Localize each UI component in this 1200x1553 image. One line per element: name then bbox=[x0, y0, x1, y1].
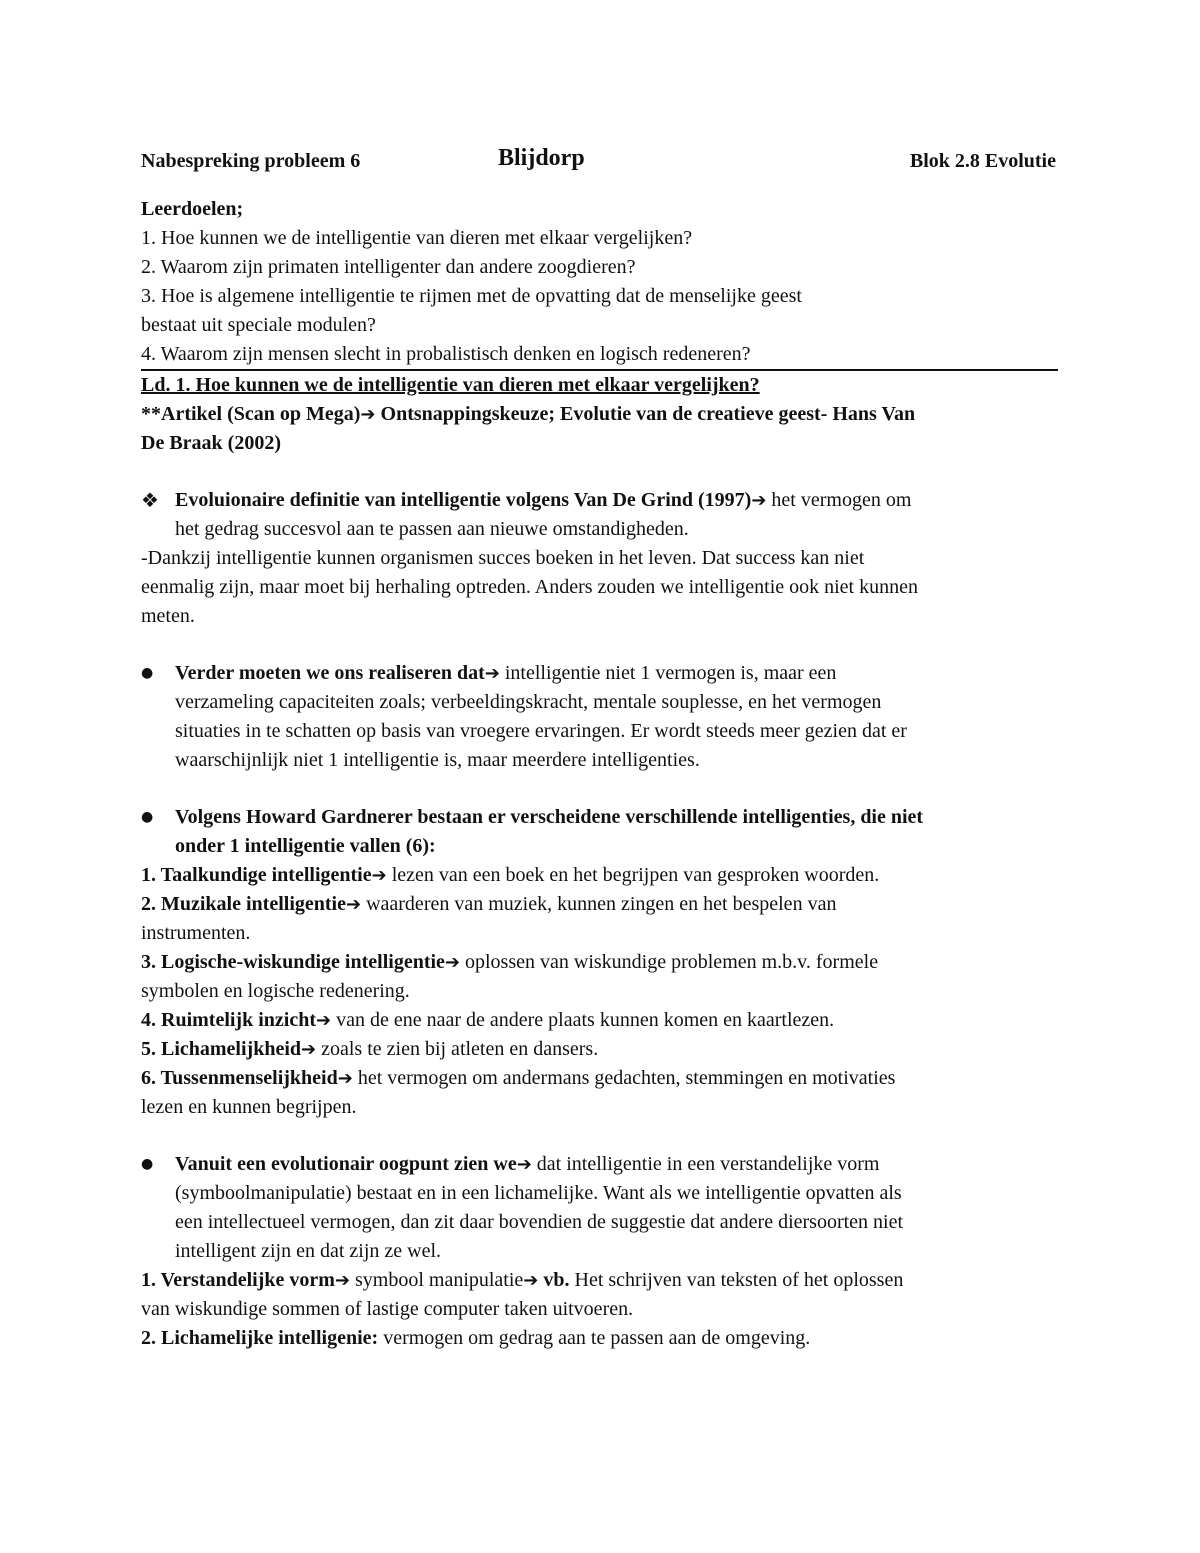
bullet-definitie: ❖ Evoluionaire definitie van intelligentie volgens Van De Grind (1997)➔ het vermogen om het gedrag succesvol aan te passen aan nieuwe omstandigheden. bbox=[141, 488, 912, 540]
list-item: 4. Ruimtelijk inzicht➔ van de ene naar de andere plaats kunnen komen en kaartlezen. bbox=[141, 1009, 835, 1031]
page-header bbox=[141, 145, 1058, 175]
leerdoel-item: 2. Waarom zijn primaten intelligenter dan andere zoogdieren? bbox=[141, 256, 636, 278]
arrow-icon: ➔ bbox=[316, 1010, 332, 1031]
list-item-cont: instrumenten. bbox=[141, 922, 251, 944]
leerdoel-item: 4. Waarom zijn mensen slecht in probalistisch denken en logisch redeneren? bbox=[141, 343, 751, 365]
arrow-icon: ➔ bbox=[334, 1270, 350, 1291]
artikel-reference-cont: De Braak (2002) bbox=[141, 432, 281, 454]
list-item: 2. Muzikale intelligentie➔ waarderen van muziek, kunnen zingen en het bespelen van bbox=[141, 893, 837, 915]
leerdoel-item: 3. Hoe is algemene intelligentie te rijmen met de opvatting dat de menselijke geest bbox=[141, 285, 802, 307]
bullet-dot-icon: ● bbox=[141, 809, 154, 825]
bullet-gardner: ● Volgens Howard Gardnerer bestaan er verscheidene verschillende intelligenties, die niet onder 1 intelligentie vallen (6): bbox=[141, 803, 1058, 861]
arrow-icon: ➔ bbox=[523, 1270, 539, 1291]
list-item: 3. Logische-wiskundige intelligentie➔ oplossen van wiskundige problemen m.b.v. formele bbox=[141, 951, 879, 973]
arrow-icon: ➔ bbox=[301, 1039, 317, 1060]
list-item-cont: symbolen en logische redenering. bbox=[141, 980, 410, 1002]
list-item: 5. Lichamelijkheid➔ zoals te zien bij atleten en dansers. bbox=[141, 1038, 599, 1060]
leerdoel-item: bestaat uit speciale modulen? bbox=[141, 314, 376, 336]
gardner-list bbox=[141, 861, 1058, 1122]
leerdoelen-title: Leerdoelen; bbox=[141, 198, 244, 220]
paragraph-line: -Dankzij intelligentie kunnen organismen succes boeken in het leven. Dat success kan niet bbox=[141, 547, 865, 569]
arrow-icon: ➔ bbox=[337, 1068, 353, 1089]
arrow-icon: ➔ bbox=[751, 490, 767, 511]
list-item: 1. Taalkundige intelligentie➔ lezen van een boek en het begrijpen van gesproken woorden. bbox=[141, 864, 880, 886]
header-left: Nabespreking probleem 6 bbox=[141, 150, 361, 172]
list-item: 6. Tussenmenselijkheid➔ het vermogen om andermans gedachten, stemmingen en motivaties bbox=[141, 1067, 896, 1089]
artikel-reference: **Artikel (Scan op Mega)➔ Ontsnappingskeuze; Evolutie van de creatieve geest- Hans Van bbox=[141, 403, 916, 425]
bullet-evolutionair: ● Vanuit een evolutionair oogpunt zien we➔ dat intelligentie in een verstandelijke vorm (symboolmanipulatie) bestaat en in een lichamelijke. Want als we intelligentie opvatten als een intellectueel vermogen, dan zit daar bovendien de suggestie dat andere diersoorten niet intelligent zijn en dat zijn ze wel. bbox=[141, 1150, 1058, 1266]
bullet-dot-icon: ● bbox=[141, 1156, 154, 1172]
diamond-bullet-icon: ❖ bbox=[141, 488, 159, 512]
arrow-icon: ➔ bbox=[444, 952, 460, 973]
header-right: Blok 2.8 Evolutie bbox=[909, 150, 1056, 172]
vorm-item: 1. Verstandelijke vorm➔ symbool manipulatie➔ vb. Het schrijven van teksten of het oplossen bbox=[141, 1269, 904, 1291]
vorm-item: 2. Lichamelijke intelligenie: vermogen om gedrag aan te passen aan de omgeving. bbox=[141, 1327, 811, 1349]
bullet-realiseren: ● Verder moeten we ons realiseren dat➔ intelligentie niet 1 vermogen is, maar een verzameling capaciteiten zoals; verbeeldingskracht, mentale souplesse, en het vermogen situaties in te schatten op basis van vroegere ervaringen. Er wordt steeds meer gezien dat er waarschijnlijk niet 1 intelligentie is, maar meerdere intelligenties. bbox=[141, 659, 1058, 775]
arrow-icon: ➔ bbox=[516, 1154, 532, 1175]
arrow-icon: ➔ bbox=[371, 865, 387, 886]
list-item-cont: lezen en kunnen begrijpen. bbox=[141, 1096, 357, 1118]
leerdoel-item: 1. Hoe kunnen we de intelligentie van dieren met elkaar vergelijken? bbox=[141, 227, 693, 249]
paragraph-line: eenmalig zijn, maar moet bij herhaling optreden. Anders zouden we intelligentie ook niet kunnen bbox=[141, 576, 918, 598]
paragraph-line: meten. bbox=[141, 605, 195, 627]
arrow-icon: ➔ bbox=[360, 404, 376, 425]
arrow-icon: ➔ bbox=[484, 663, 500, 684]
vorm-item-cont: van wiskundige sommen of lastige computer taken uitvoeren. bbox=[141, 1298, 634, 1320]
arrow-icon: ➔ bbox=[345, 894, 362, 915]
document-body bbox=[141, 145, 1058, 1353]
bullet-dot-icon: ● bbox=[141, 665, 154, 681]
section-heading-ld1: Ld. 1. Hoe kunnen we de intelligentie van dieren met elkaar vergelijken? bbox=[141, 369, 1058, 400]
header-title: Blijdorp bbox=[498, 145, 585, 171]
